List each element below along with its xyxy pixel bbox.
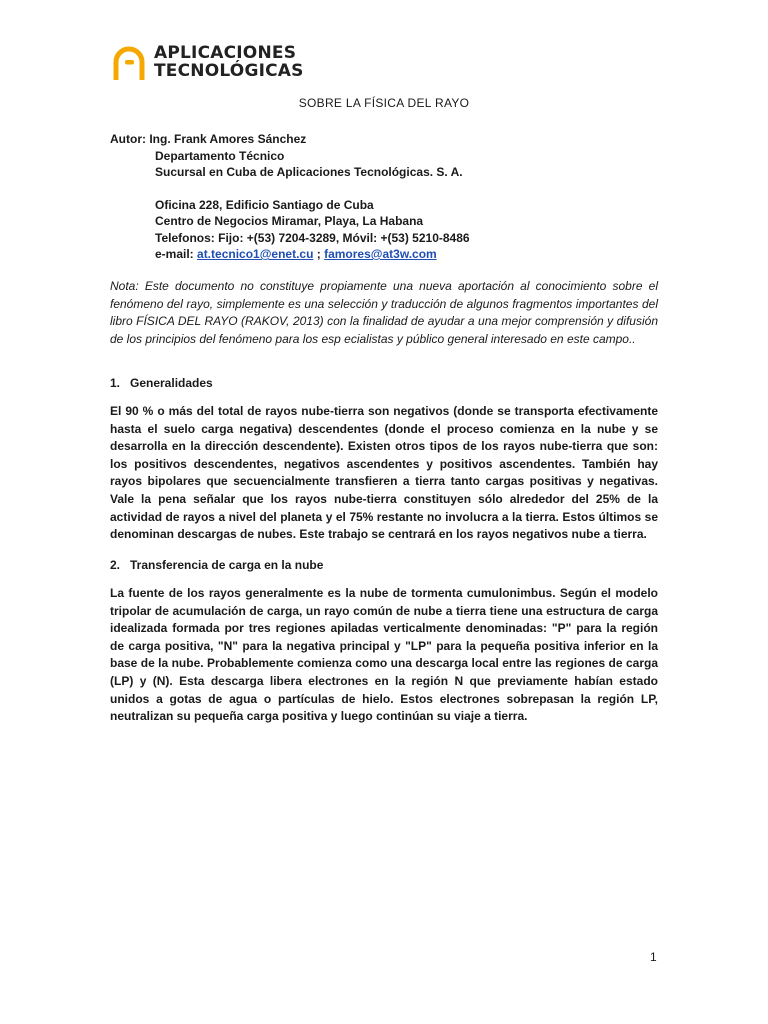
section-2-heading	[110, 558, 323, 572]
company-logo	[110, 42, 304, 82]
company-logo-icon	[110, 42, 148, 82]
author-name: Autor: Ing. Frank Amores Sánchez	[110, 132, 307, 146]
section-1-paragraph: El 90 % o más del total de rayos nube-tierra son negativos (donde se transporta efectivamente hasta el suelo carga negativa) descendentes (donde el proceso comienza en la nube y se desarrolla en la dirección descendente). Existen otros tipos de los rayos nube-tierra que son: los positivos descendentes, negativos ascendentes y positivos ascendentes. También hay rayos bipolares que secuencialmente transfieren a tierra tanto cargas positivas y negativas. Vale la pena señalar que los rayos nube-tierra constituyen sólo alrededor del 25% de la actividad de rayos a nivel del planeta y el 75% restante no involucra a la tierra. Estos últimos se denominan descargas de nubes. Este trabajo se centrará en los rayos negativos nube a tierra.	[110, 404, 658, 542]
note-paragraph: Nota: Este documento no constituye propiamente una nueva aportación al conocimiento sobre el fenómeno del rayo, simplemente es una selección y traducción de algunos fragmentos importantes del libro FÍSICA DEL RAYO (RAKOV, 2013) con la finalidad de ayudar a una mejor comprensión y difusión de los principios del fenómeno para los esp ecialistas y público general interesado en este campo..	[110, 279, 658, 346]
page-number: 1	[650, 950, 657, 964]
logo-text-line2: TECNOLÓGICAS	[154, 61, 304, 81]
section-2-paragraph: La fuente de los rayos generalmente es la nube de tormenta cumulonimbus. Según el modelo tripolar de acumulación de carga, un rayo común de nube a tierra tiene una estructura de carga idealizada formada por tres regiones apiladas verticalmente denominadas: "P" para la región de carga positiva, "N" para la negativa principal y "LP" para la pequeña positiva inferior en la base de la nube. Probablemente comienza como una descarga local entre las regiones de carga (LP) y (N). Esta descarga libera electrones en la región N que previamente habían estado unidos a gotas de agua o partículas de hielo. Estos electrones sobrepasan la región LP, neutralizan su pequeña carga positiva y luego continúan su viaje a tierra.	[110, 586, 658, 724]
section-1-title: Generalidades	[130, 376, 213, 390]
email-link-2[interactable]: famores@at3w.com	[324, 247, 437, 261]
section-1-number: 1.	[110, 376, 121, 390]
email-label: e-mail:	[155, 247, 198, 261]
author-office: Oficina 228, Edificio Santiago de Cuba	[155, 197, 374, 212]
email-separator: ;	[313, 247, 325, 261]
section-1-heading	[110, 376, 213, 390]
author-block	[110, 131, 470, 263]
section-2-title: Transferencia de carga en la nube	[130, 558, 324, 572]
email-link-1[interactable]: at.tecnico1@enet.cu	[197, 247, 314, 261]
author-email-line	[110, 246, 470, 263]
logo-text-line1: APLICACIONES	[154, 43, 297, 63]
author-phones: Telefonos: Fijo: +(53) 7204-3289, Móvil: +(53) 5210-8486	[155, 230, 470, 245]
author-company: Sucursal en Cuba de Aplicaciones Tecnológicas. S. A.	[155, 165, 463, 179]
section-2-number: 2.	[110, 558, 121, 572]
document-title: SOBRE LA FÍSICA DEL RAYO	[298, 96, 470, 110]
author-department: Departamento Técnico	[155, 148, 285, 163]
author-address: Centro de Negocios Miramar, Playa, La Habana	[155, 214, 424, 228]
